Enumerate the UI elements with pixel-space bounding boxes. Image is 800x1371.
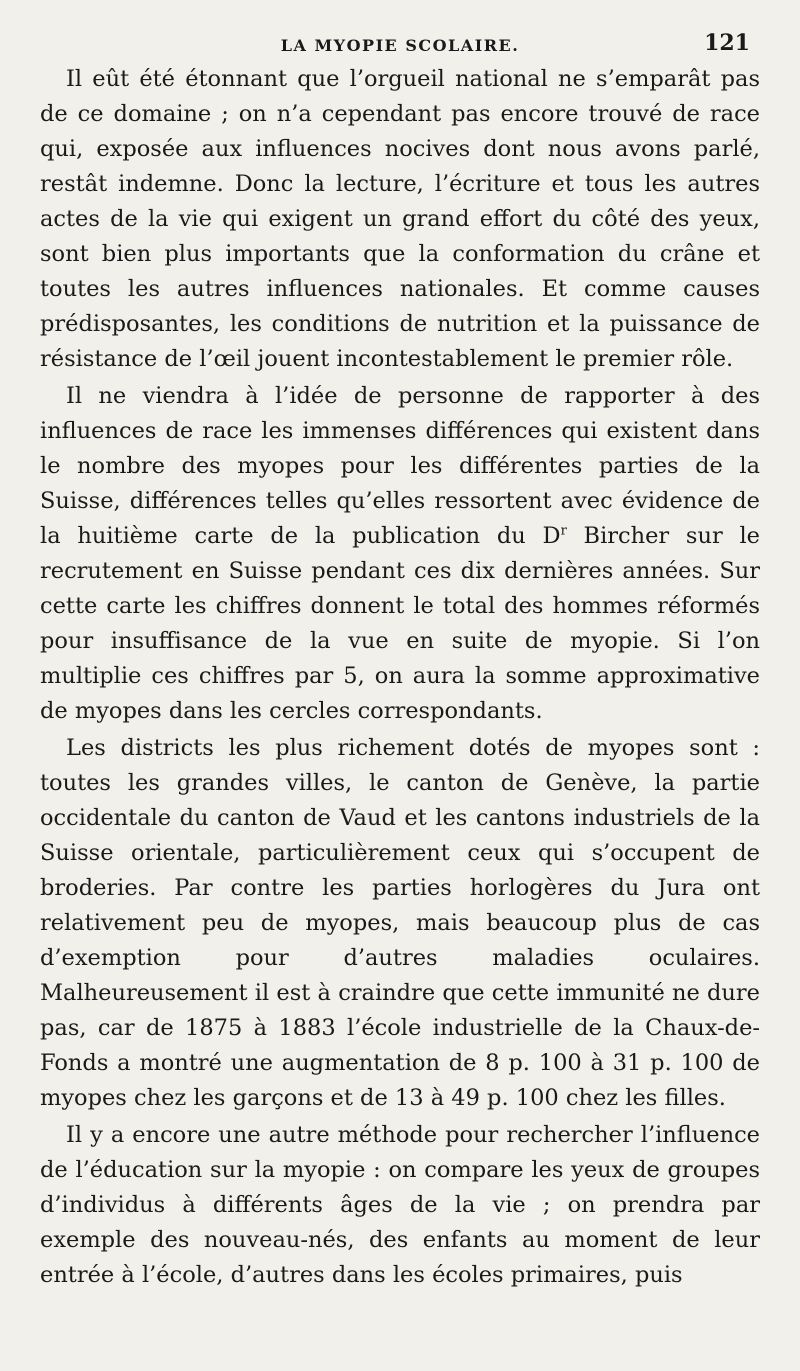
paragraph-3: Les districts les plus richement dotés de myopes sont : toutes les grandes villes, le canton de Genève, la partie occidentale du canton de Vaud et les cantons industriels de la Suisse orientale, particulièrement ceux qui s’occupent de broderies. Par contre les parties horlogères du Jura ont relativement peu de myopes, mais beaucoup plus de cas d’exemption pour d’autres maladies oculaires. Malheureusement il est à craindre que cette immunité ne dure pas, car de 1875 à 1883 l’école industrielle de la Chaux-de-Fonds a montré une augmentation de 8 p. 100 à 31 p. 100 de myopes chez les garçons et de 13 à 49 p. 100 chez les filles. <box>40 735 760 1111</box>
paragraph-2 <box>40 379 760 729</box>
paragraph-4: Il y a encore une autre méthode pour rechercher l’influence de l’éducation sur la myopie : on compare les yeux de groupes d’individus à différents âges de la vie ; on prendra par exemple des nouveau-nés, des enfants au moment de leur entrée à l’école, d’autres dans les écoles primaires, puis <box>40 1122 760 1288</box>
running-head <box>40 28 760 62</box>
page-number: 121 <box>704 30 750 56</box>
paragraph-2-text: Il ne viendra à l’idée de personne de rapporter à des influences de race les immenses différences qui existent dans le nombre des myopes pour les différentes parties de la Suisse, différences telles qu’elles ressortent avec évidence de la huitième carte de la publication du D <box>40 383 760 549</box>
paragraph-1: Il eût été étonnant que l’orgueil national ne s’emparât pas de ce domaine ; on n’a cependant pas encore trouvé de race qui, exposée aux influences nocives dont nous avons parlé, restât indemne. Donc la lecture, l’écriture et tous les autres actes de la vie qui exigent un grand effort du côté des yeux, sont bien plus importants que la conformation du crâne et toutes les autres influences nationales. Et comme causes prédisposantes, les conditions de nutrition et la puissance de résistance de l’œil jouent incontestablement le premier rôle. <box>40 66 760 372</box>
paragraph-2-continuation: Bircher sur le recrutement en Suisse pendant ces dix dernières années. Sur cette carte les chiffres donnent le total des hommes réformés pour insuffisance de la vue en suite de myopie. Si l’on multiplie ces chiffres par 5, on aura la somme approximative de myopes dans les cercles correspondants. <box>40 523 760 724</box>
doctor-abbrev-superscript: r <box>560 523 567 539</box>
running-title: LA MYOPIE SCOLAIRE. <box>280 36 520 55</box>
body-text <box>40 62 760 1293</box>
